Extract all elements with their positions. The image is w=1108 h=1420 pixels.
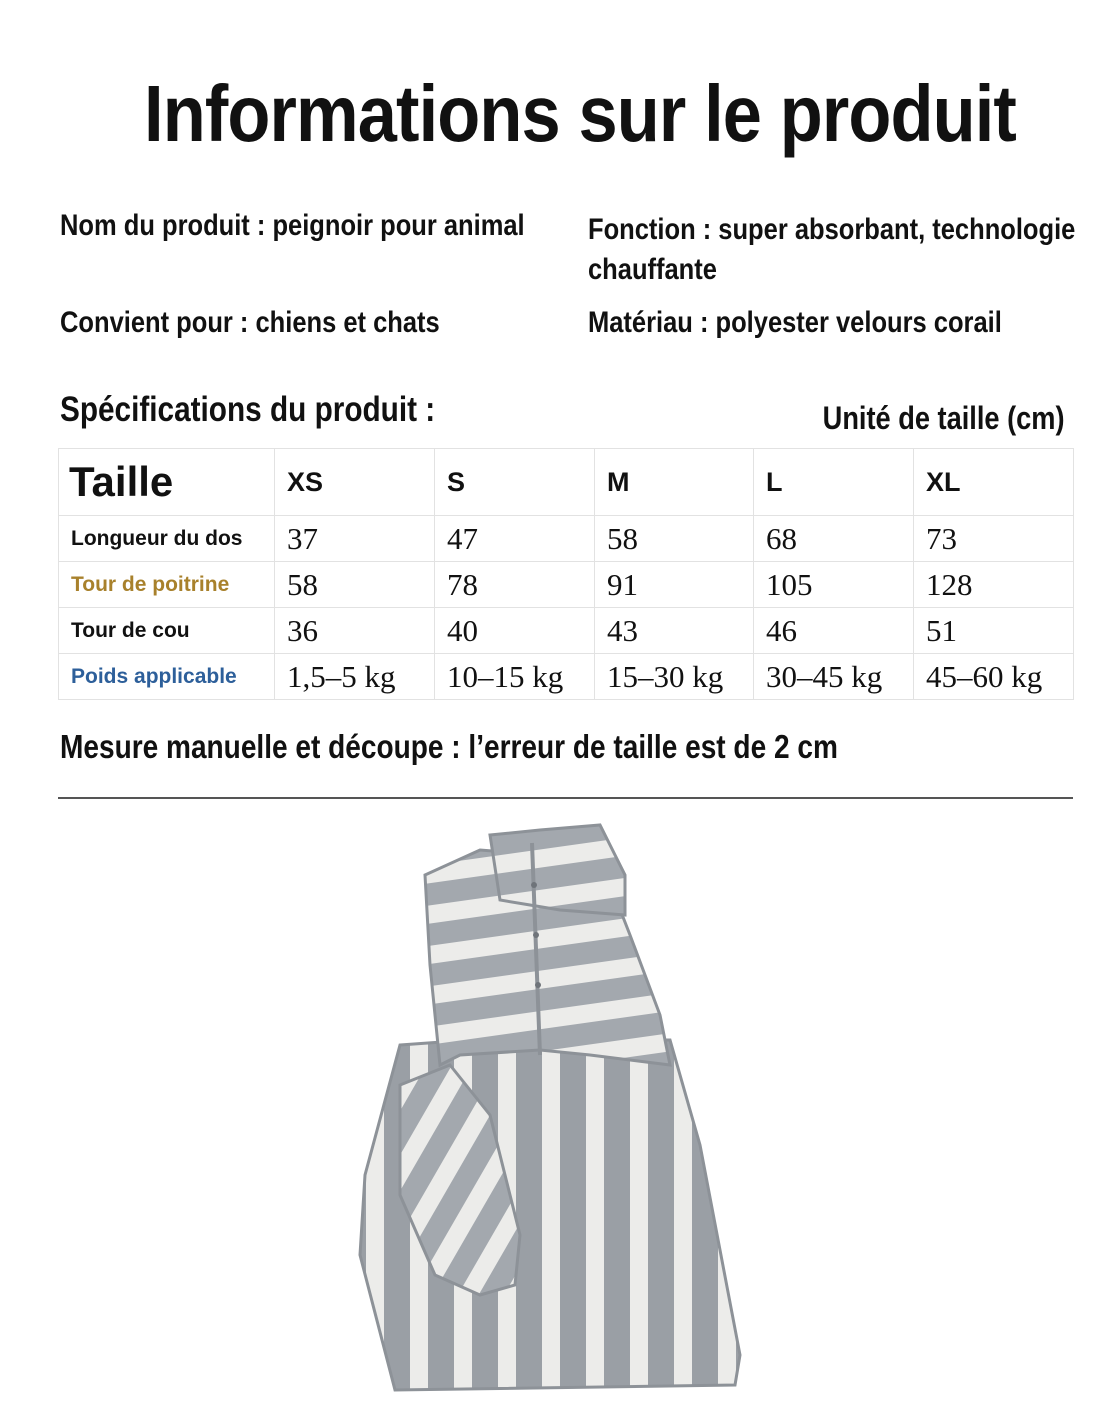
row-label: Tour de cou (59, 608, 275, 654)
table-row-weight (59, 654, 1074, 700)
button-dot (531, 882, 537, 888)
function-info-line1: Fonction : super absorbant, technologie (588, 213, 1076, 246)
size-l-header: L (754, 449, 914, 516)
row-label: Longueur du dos (59, 516, 275, 562)
table-row-back-length (59, 516, 1074, 562)
pet-bathrobe-image (340, 815, 750, 1395)
material-info: Matériau : polyester velours corail (588, 306, 1002, 339)
size-header-label: Taille (59, 449, 275, 516)
robe-collar-shape (490, 825, 625, 915)
table-cell: 1,5–5 kg (275, 654, 435, 700)
size-xl-header: XL (914, 449, 1074, 516)
specs-heading: Spécifications du produit : (60, 390, 436, 429)
table-cell: 15–30 kg (595, 654, 754, 700)
table-cell: 10–15 kg (435, 654, 595, 700)
table-cell: 46 (754, 608, 914, 654)
table-cell: 51 (914, 608, 1074, 654)
table-row-chest (59, 562, 1074, 608)
measurement-note: Mesure manuelle et découpe : l’erreur de taille est de 2 cm (60, 728, 838, 765)
table-cell: 37 (275, 516, 435, 562)
function-info-line2: chauffante (588, 253, 717, 286)
table-cell: 45–60 kg (914, 654, 1074, 700)
suitable-for-info: Convient pour : chiens et chats (60, 306, 440, 339)
size-s-header: S (435, 449, 595, 516)
table-cell: 128 (914, 562, 1074, 608)
button-dot (533, 932, 539, 938)
table-cell: 73 (914, 516, 1074, 562)
table-cell: 68 (754, 516, 914, 562)
page-title: Informations sur le produit (144, 69, 1016, 158)
row-label: Poids applicable (59, 654, 275, 700)
table-cell: 105 (754, 562, 914, 608)
size-m-header: M (595, 449, 754, 516)
table-cell: 78 (435, 562, 595, 608)
divider (58, 797, 1073, 799)
product-name-info: Nom du produit : peignoir pour animal (60, 209, 525, 242)
table-cell: 36 (275, 608, 435, 654)
table-cell: 58 (275, 562, 435, 608)
row-label: Tour de poitrine (59, 562, 275, 608)
table-row-neck (59, 608, 1074, 654)
table-cell: 91 (595, 562, 754, 608)
size-unit-label: Unité de taille (cm) (822, 400, 1064, 436)
size-xs-header: XS (275, 449, 435, 516)
button-dot (535, 982, 541, 988)
table-cell: 30–45 kg (754, 654, 914, 700)
size-table (58, 448, 1074, 700)
table-cell: 58 (595, 516, 754, 562)
table-cell: 40 (435, 608, 595, 654)
table-cell: 43 (595, 608, 754, 654)
table-cell: 47 (435, 516, 595, 562)
size-header-row (59, 449, 1074, 516)
